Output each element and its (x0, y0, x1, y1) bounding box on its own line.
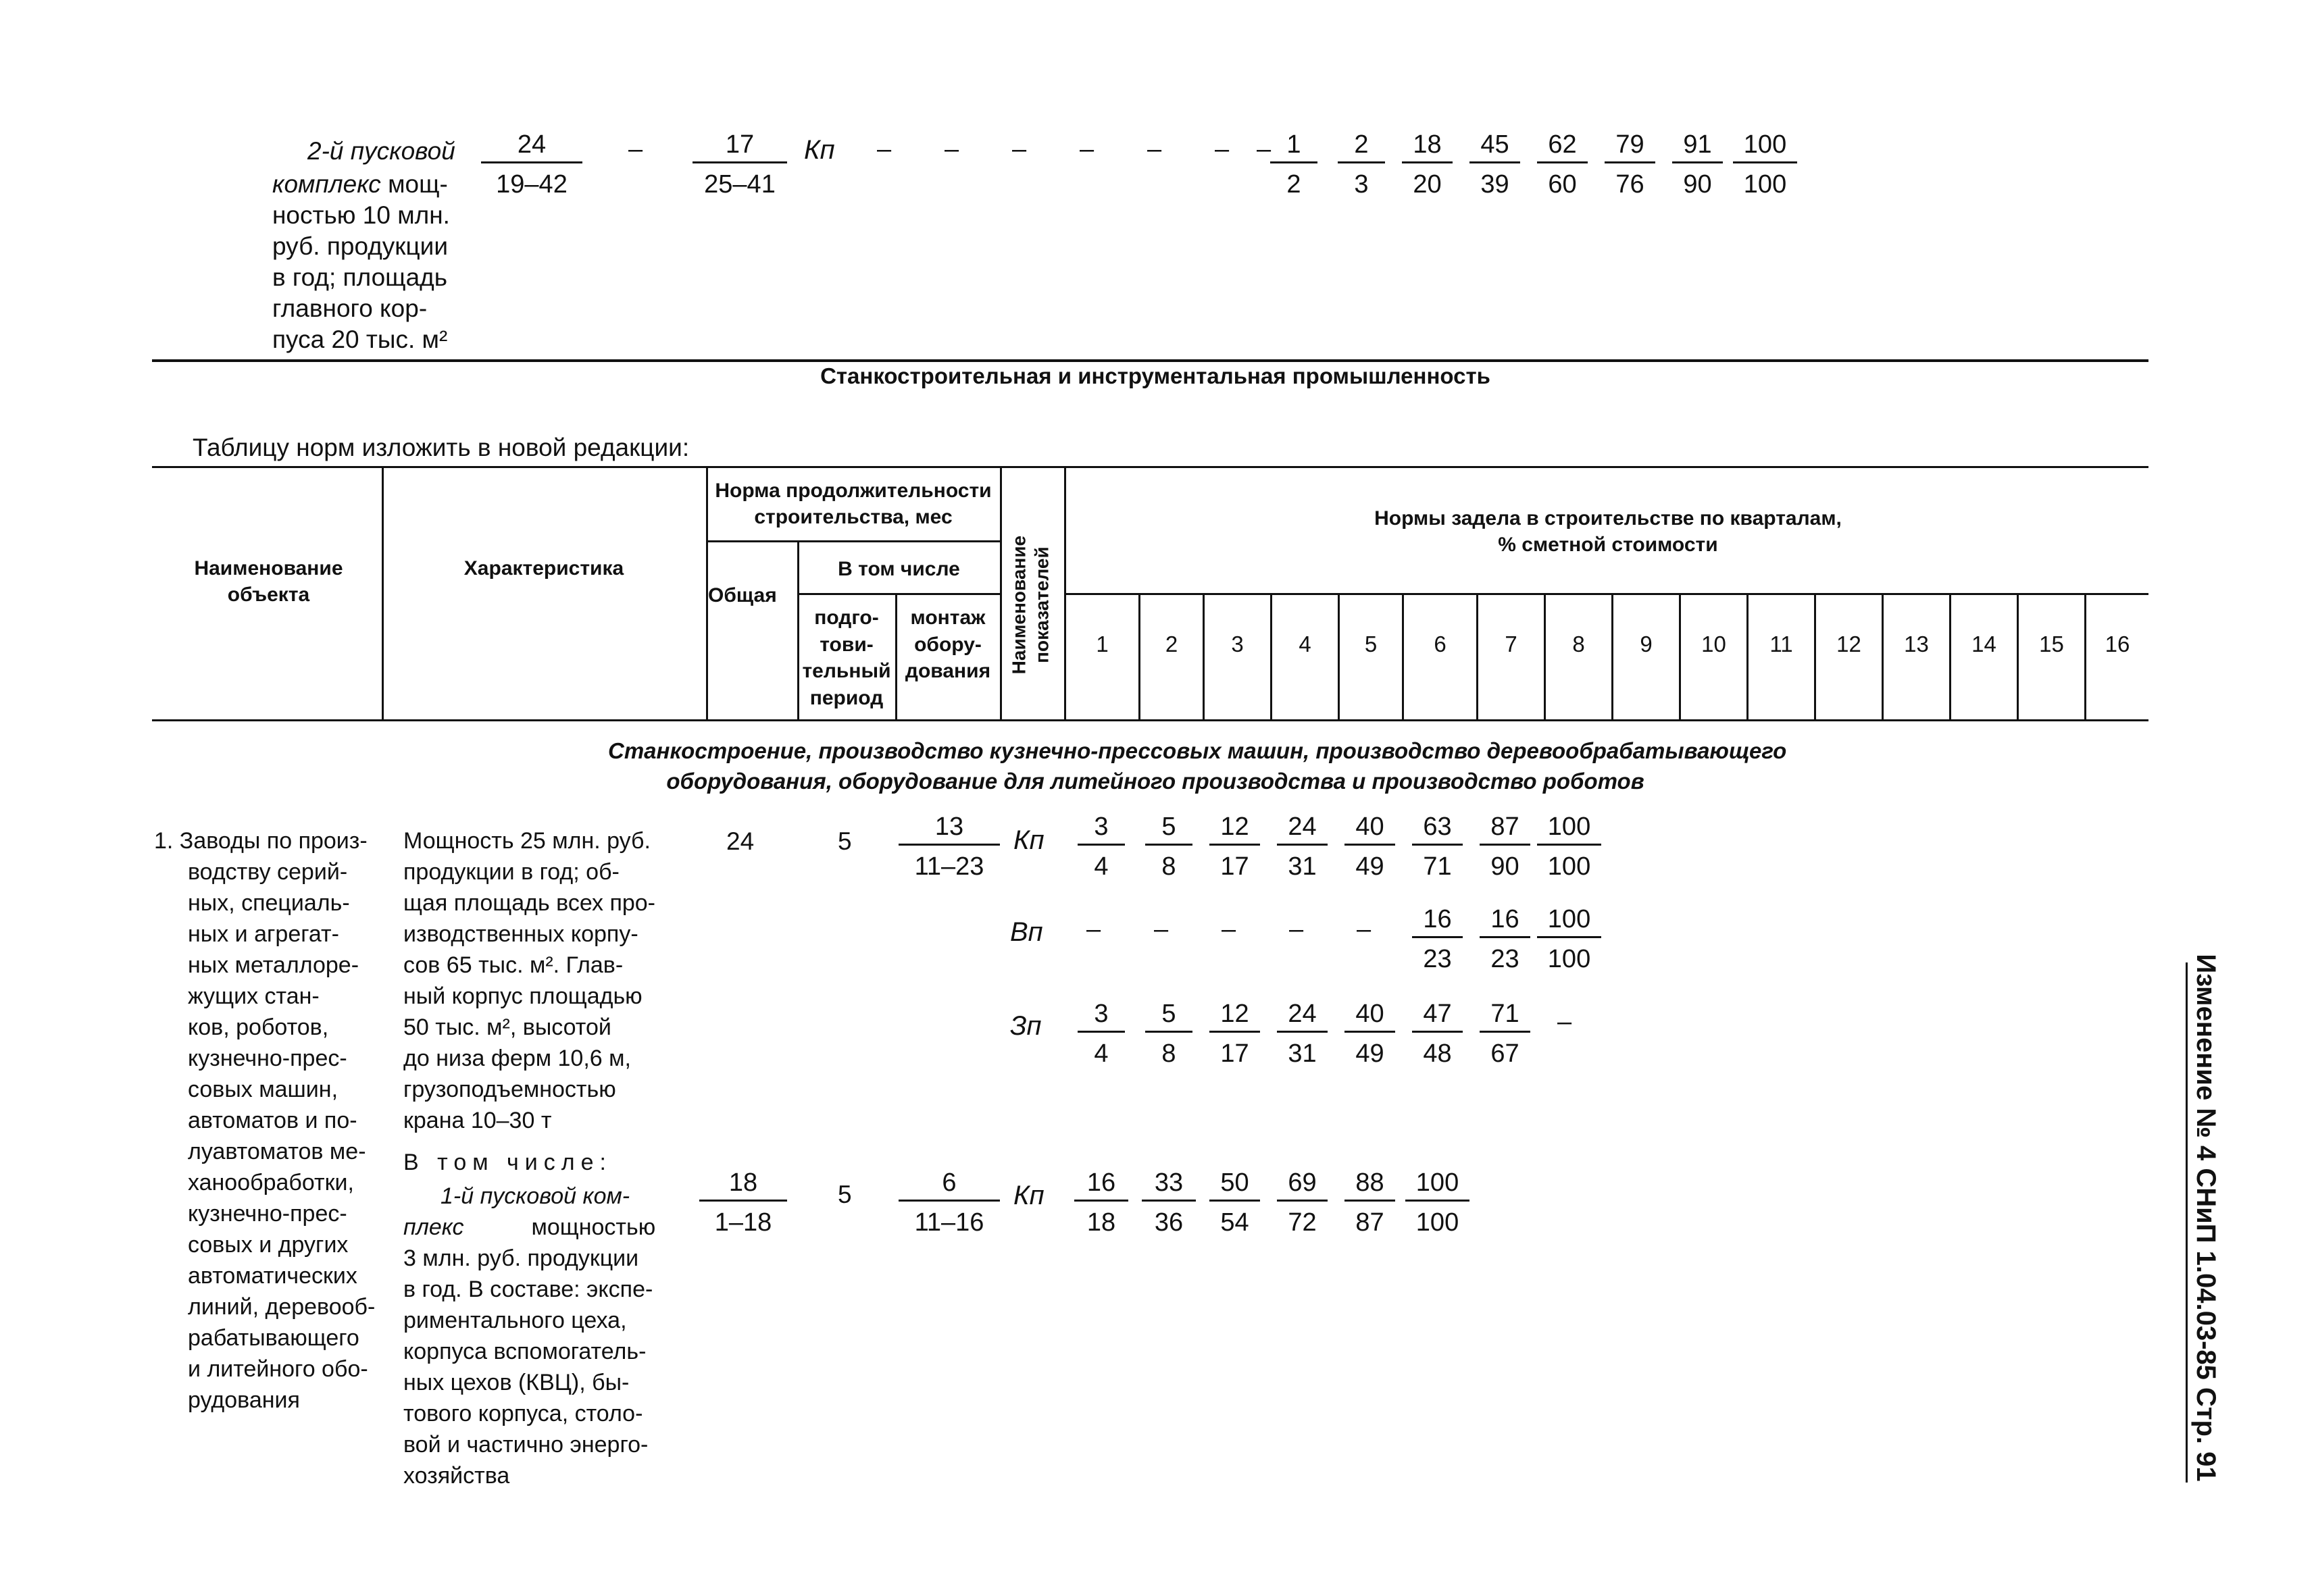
subsection-title: Станкостроение, производство кузнечно-прессовых машин, производство деревообрабатывающего оборудования, оборудование для литейного производства и производство роботов (608, 738, 1787, 794)
top-indicator-label: Кп (804, 135, 835, 165)
header-duration: Норма продолжительности строительства, мес (715, 480, 992, 528)
header-mounting: монтаж обору- дования (905, 607, 991, 683)
top-q-fraction: $\frac{62}{60}$ (1537, 132, 1588, 197)
header-including: В том числе (838, 558, 960, 580)
table-top-rule (152, 466, 2148, 468)
row1-sub-prep: 5 (838, 1181, 852, 1208)
row1-sub-kp-fraction: $\frac{33}{36}$ (1142, 1170, 1196, 1235)
row1-characteristic: Мощность 25 млн. руб. продукции в год; об- щая площадь всех про- изводственных корпу- сов 65 тыс. м². Глав- ный корпус площадью 50 тыс. м², высотой до низа ферм 10,6 м, грузоподъемностью крана 10–30 т (403, 828, 656, 1133)
row1-vp-dash: – (1289, 915, 1304, 944)
table-bottom-rule (152, 719, 2148, 721)
top-dash: – (1215, 135, 1230, 163)
header-rule (797, 593, 1000, 595)
row1-kp-fraction: $\frac{5}{8}$ (1145, 814, 1192, 879)
row1-prep: 5 (838, 827, 852, 855)
top-q-fraction: $\frac{1}{2}$ (1270, 132, 1317, 197)
row1-kp-fraction: $\frac{40}{49}$ (1344, 814, 1395, 879)
row1-zp-fraction: $\frac{47}{48}$ (1412, 1001, 1463, 1066)
quarter-header: 4 (1299, 632, 1311, 657)
top-q-fraction: $\frac{91}{90}$ (1672, 132, 1723, 197)
row1-vp-fraction: $\frac{100}{100}$ (1537, 906, 1601, 972)
section-title: Станкостроительная и инструментальная промышленность (820, 363, 1490, 388)
header-rule (706, 540, 1000, 542)
top-dash: – (877, 135, 892, 163)
row1-sub-kp-fraction: $\frac{50}{54}$ (1209, 1170, 1260, 1235)
top-prep-dash: – (628, 135, 643, 163)
quarter-header: 5 (1364, 632, 1378, 657)
row1-sub-kp-fraction: $\frac{100}{100}$ (1405, 1170, 1469, 1235)
row1-sub-kp-label: Кп (1013, 1181, 1045, 1210)
col-divider (1000, 466, 1002, 719)
quarter-header: 13 (1904, 632, 1929, 657)
intro-text: Таблицу норм изложить в новой редакции: (193, 434, 690, 461)
row1-zp-fraction: $\frac{40}{49}$ (1344, 1001, 1395, 1066)
quarter-header: 9 (1640, 632, 1653, 657)
row1-sub-characteristic: 1-й пусковой ком- плекс мощностью 3 млн. руб. продукции в год. В составе: экспе- риментального цеха, корпуса вспомогатель- ных цехов (КВЦ), бы- тового корпуса, столо- вой и частично энерго- хозяйства (403, 1183, 656, 1489)
top-q-fraction: $\frac{100}{100}$ (1733, 132, 1797, 197)
row1-sub-total-fraction: $\frac{18}{1-18}$ (699, 1170, 787, 1235)
quarter-header: 10 (1701, 632, 1726, 657)
row1-kp-fraction: $\frac{87}{90}$ (1480, 814, 1530, 879)
row1-vp-dash: – (1154, 915, 1169, 944)
top-q-fraction: $\frac{45}{39}$ (1469, 132, 1520, 197)
row1-sub-including: В том числе: (403, 1150, 612, 1175)
row1-mount-fraction: $\frac{13}{11-23}$ (899, 814, 1000, 879)
quarter-header: 8 (1572, 632, 1585, 657)
row1-vp-dash: – (1357, 915, 1372, 944)
top-label-line7: пуса 20 тыс. м² (272, 326, 448, 353)
top-dash: – (1257, 135, 1272, 163)
row1-kp-fraction: $\frac{63}{71}$ (1412, 814, 1463, 879)
header-characteristic: Характеристика (463, 557, 624, 580)
quarter-header: 3 (1231, 632, 1244, 657)
header-total: Общая (708, 584, 777, 607)
row1-sub-kp-fraction: $\frac{16}{18}$ (1074, 1170, 1128, 1235)
quarter-header: 15 (2039, 632, 2064, 657)
top-q-fraction: $\frac{79}{76}$ (1605, 132, 1655, 197)
top-dash: – (1147, 135, 1162, 163)
top-label-line6: главного кор- (272, 294, 428, 322)
row1-vp-fraction: $\frac{16}{23}$ (1480, 906, 1530, 972)
row1-kp-fraction: $\frac{100}{100}$ (1537, 814, 1601, 879)
row1-zp-label: Зп (1010, 1011, 1042, 1041)
row1-total: 24 (726, 827, 755, 855)
header-object-name: Наименование объекта (194, 557, 343, 606)
quarter-header: 16 (2105, 632, 2130, 657)
top-q-fraction: $\frac{18}{20}$ (1402, 132, 1453, 197)
quarter-header: 7 (1505, 632, 1517, 657)
quarter-header: 14 (1971, 632, 1996, 657)
top-label-line1: 2-й пусковой (307, 137, 455, 165)
row1-sub-kp-fraction: $\frac{88}{87}$ (1344, 1170, 1395, 1235)
row1-zp-dash: – (1557, 1008, 1572, 1036)
quarter-header: 1 (1096, 632, 1109, 657)
section-rule (152, 359, 2148, 362)
row1-sub-kp-fraction: $\frac{69}{72}$ (1277, 1170, 1328, 1235)
header-rule (1064, 593, 2148, 595)
top-dash: – (945, 135, 959, 163)
quarter-header: 11 (1769, 632, 1793, 657)
top-label-line5: в год; площадь (272, 263, 448, 291)
header-indicators: Наименование показателей (1008, 535, 1052, 675)
quarter-header: 2 (1165, 632, 1178, 657)
top-label-line2: комплекс мощ- (272, 170, 448, 198)
row1-zp-fraction: $\frac{3}{4}$ (1078, 1001, 1125, 1066)
header-prep-period: подго- тови- тельный период (802, 607, 891, 709)
row1-zp-fraction: $\frac{24}{31}$ (1277, 1001, 1328, 1066)
top-dash: – (1080, 135, 1095, 163)
row1-vp-dash: – (1222, 915, 1236, 944)
top-dash: – (1012, 135, 1027, 163)
side-note: Изменение № 4 СНиП 1.04.03-85 Стр. 91 (2191, 954, 2221, 1482)
row1-zp-fraction: $\frac{12}{17}$ (1209, 1001, 1260, 1066)
side-note-rule (2186, 962, 2188, 1483)
header-backlog: Нормы задела в строительстве по кварталам, % сметной стоимости (1374, 507, 1842, 556)
row1-kp-label: Кп (1013, 825, 1045, 855)
top-q-fraction: $\frac{2}{3}$ (1338, 132, 1385, 197)
row1-object-name: 1. Заводы по произ- водству серий- ных, специаль- ных и агрегат- ных металлоре- жущих стан- ков, роботов, кузнечно-прес- совых машин, автоматов и по- луавтоматов ме- ханообработки, кузнечно-прес- совых и других автоматических линий, деревооб- рабатывающего и литейного обо- рудования (154, 828, 376, 1413)
top-total-fraction: $\frac{24}{19-42}$ (481, 132, 582, 197)
quarter-header: 12 (1836, 632, 1861, 657)
top-label-line3: ностью 10 млн. (272, 201, 450, 229)
row1-zp-fraction: $\frac{5}{8}$ (1145, 1001, 1192, 1066)
row1-kp-fraction: $\frac{24}{31}$ (1277, 814, 1328, 879)
row1-vp-dash: – (1086, 915, 1101, 944)
row1-zp-fraction: $\frac{71}{67}$ (1480, 1001, 1530, 1066)
row1-kp-fraction: $\frac{12}{17}$ (1209, 814, 1260, 879)
col-divider (382, 466, 384, 719)
top-mount-fraction: $\frac{17}{25-41}$ (693, 132, 787, 197)
row1-vp-fraction: $\frac{16}{23}$ (1412, 906, 1463, 972)
quarter-header: 6 (1434, 632, 1447, 657)
row1-sub-mount-fraction: $\frac{6}{11-16}$ (899, 1170, 1000, 1235)
top-label-line4: руб. продукции (272, 232, 449, 260)
row1-vp-label: Вп (1010, 917, 1043, 947)
row1-kp-fraction: $\frac{3}{4}$ (1078, 814, 1125, 879)
